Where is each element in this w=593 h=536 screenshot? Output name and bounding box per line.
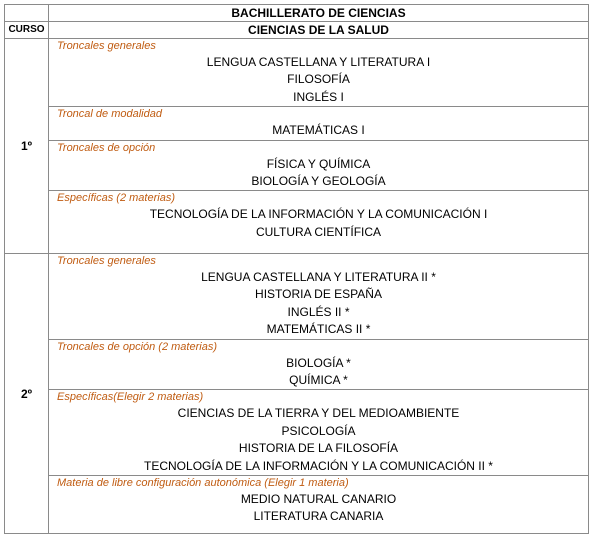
course-row-1 <box>5 39 589 254</box>
group-label: Específicas(Elegir 2 materias) <box>57 391 204 404</box>
subject-item: HISTORIA DE ESPAÑA <box>255 287 382 302</box>
subject-item: MATEMÁTICAS I <box>272 123 365 138</box>
subject-item: INGLÉS II * <box>287 304 350 319</box>
group-label: Troncales generales <box>57 255 156 267</box>
group-label: Materia de libre configuración autonómica (Elegir 1 materia) <box>57 476 349 489</box>
header-row-title <box>5 5 589 22</box>
header-row-subtitle <box>5 22 589 39</box>
subject-group <box>49 107 588 140</box>
group-label: Troncales de opción (2 materias) <box>57 340 217 353</box>
group-label: Troncales de opción <box>57 141 156 154</box>
subject-item: HISTORIA DE LA FILOSOFÍA <box>238 441 399 456</box>
subject-item: LENGUA CASTELLANA Y LITERATURA II * <box>201 270 436 284</box>
subject-item: TECNOLOGÍA DE LA INFORMACIÓN Y LA COMUNICACIÓN I <box>149 207 488 222</box>
subject-item: BIOLOGÍA * <box>286 355 351 370</box>
subject-group <box>49 254 588 340</box>
subject-item: TECNOLOGÍA DE LA INFORMACIÓN Y LA COMUNICACIÓN II * <box>144 458 493 473</box>
course-label-1: 1º <box>5 39 49 254</box>
subject-item: FÍSICA Y QUÍMICA <box>266 156 371 171</box>
course-groups-1 <box>49 39 588 253</box>
group-label: Específicas (2 materias) <box>57 192 175 205</box>
subject-group <box>49 191 588 241</box>
subject-item: INGLÉS I <box>293 89 344 104</box>
subject-item: FILOSOFÍA <box>287 72 350 87</box>
course-subjects-2 <box>49 254 589 534</box>
table-title: BACHILLERATO DE CIENCIAS <box>49 5 589 22</box>
subject-item: CIENCIAS DE LA TIERRA Y DEL MEDIOAMBIENTE <box>177 406 460 421</box>
subject-item: MATEMÁTICAS II * <box>266 322 371 337</box>
subject-item: QUÍMICA * <box>289 372 348 387</box>
header-empty-cell <box>5 5 49 22</box>
group-label: Troncales generales <box>57 40 156 52</box>
subject-item: MEDIO NATURAL CANARIO <box>240 491 397 506</box>
subject-item: PSICOLOGÍA <box>281 423 356 438</box>
subject-group <box>49 141 588 192</box>
course-label-2: 2º <box>5 254 49 534</box>
subject-item: LENGUA CASTELLANA Y LITERATURA I <box>206 55 431 69</box>
subject-item: CULTURA CIENTÍFICA <box>255 224 382 239</box>
curriculum-table <box>4 4 589 534</box>
subject-item: BIOLOGÍA Y GEOLOGÍA <box>251 173 386 188</box>
course-subjects-1 <box>49 39 589 254</box>
curso-header: CURSO <box>5 22 49 39</box>
group-label: Troncal de modalidad <box>57 108 162 121</box>
subject-group <box>49 340 588 391</box>
subject-item: LITERATURA CANARIA <box>253 509 384 524</box>
table-subtitle: CIENCIAS DE LA SALUD <box>49 22 589 39</box>
course-groups-2 <box>49 254 588 533</box>
subject-group <box>49 39 588 107</box>
subject-group <box>49 476 588 526</box>
subject-group <box>49 390 588 476</box>
course-row-2 <box>5 254 589 534</box>
